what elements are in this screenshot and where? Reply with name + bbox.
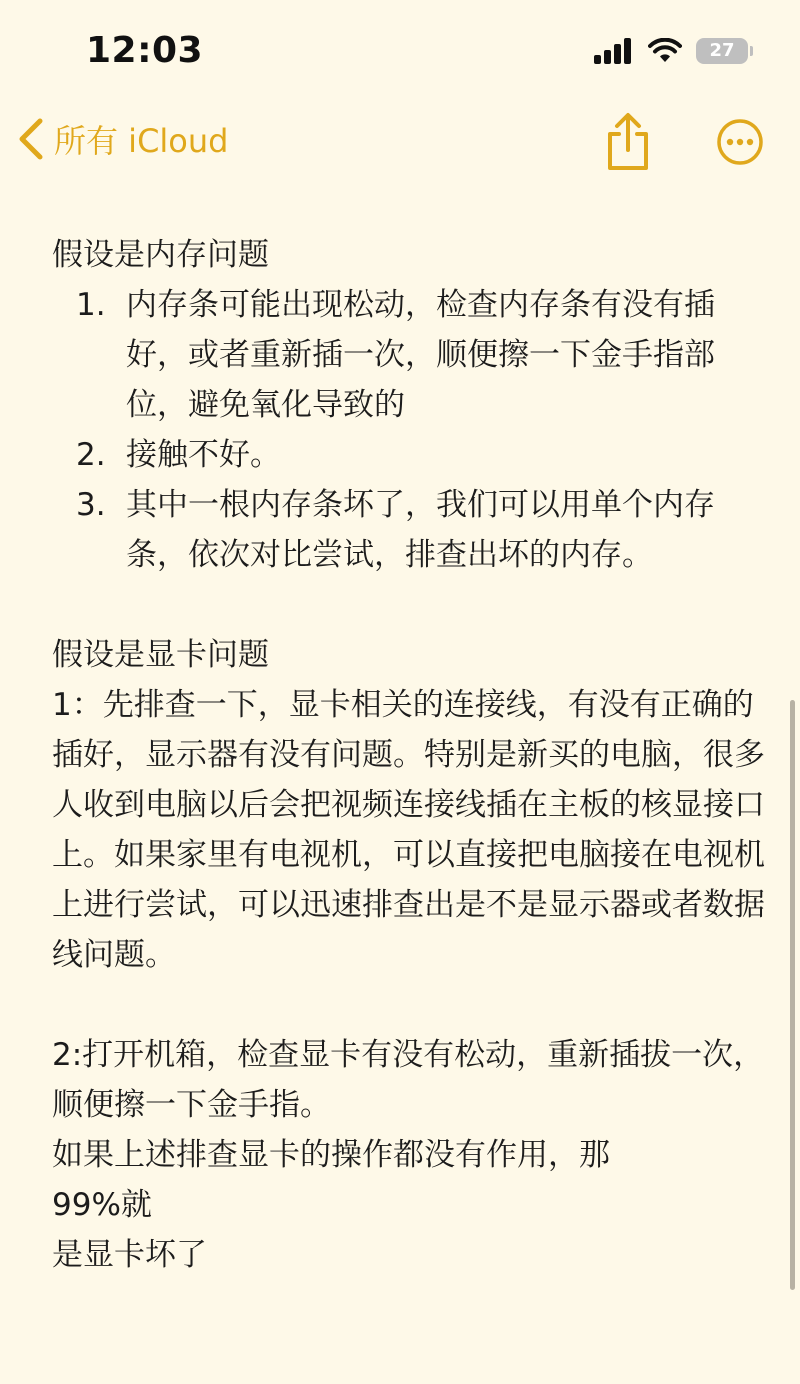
chevron-left-icon bbox=[16, 117, 46, 161]
gpu-heading: 假设是显卡问题 bbox=[52, 637, 269, 673]
gpu-paragraph-1: 1：先排查一下，显卡相关的连接线，有没有正确的插好，显示器有没有问题。特别是新买的电脑，很多人收到电脑以后会把视频连接线插在主板的核显接口上。如果家里有电视机，可以直接把电脑接在电视机上进行尝试，可以迅速排查出是不是显示器或者数据线问题。 bbox=[52, 687, 765, 973]
list-item-text: 其中一根内存条坏了，我们可以用单个内存条，依次对比尝试，排查出坏的内存。 bbox=[126, 487, 715, 573]
status-icons bbox=[594, 38, 748, 64]
list-item-text: 内存条可能出现松动，检查内存条有没有插好，或者重新插一次，顺便擦一下金手指部位，避免氧化导致的 bbox=[126, 287, 715, 423]
memory-heading: 假设是内存问题 bbox=[52, 237, 269, 273]
back-button[interactable] bbox=[16, 116, 228, 162]
status-bar bbox=[0, 0, 800, 100]
gpu-paragraph-3: 如果上述排查显卡的操作都没有作用，那 bbox=[52, 1137, 610, 1173]
gpu-paragraph-2: 2:打开机箱，检查显卡有没有松动，重新插拔一次，顺便擦一下金手指。 bbox=[52, 1037, 765, 1123]
back-label: 所有 iCloud bbox=[54, 122, 229, 160]
blank-line bbox=[52, 580, 772, 630]
memory-list bbox=[52, 280, 772, 580]
list-item-number: 1. bbox=[76, 287, 106, 323]
signal-icon bbox=[594, 38, 634, 64]
list-item-text: 接触不好。 bbox=[126, 437, 281, 473]
gpu-paragraph-4: 99%就 bbox=[52, 1187, 152, 1223]
battery-icon bbox=[696, 38, 748, 64]
status-time: 12:03 bbox=[86, 30, 204, 71]
more-icon[interactable] bbox=[716, 118, 764, 166]
wifi-icon bbox=[648, 38, 682, 64]
blank-line bbox=[52, 980, 772, 1030]
list-item-number: 2. bbox=[76, 437, 106, 473]
list-item-number: 3. bbox=[76, 487, 106, 523]
nav-bar bbox=[0, 108, 800, 178]
battery-level: 27 bbox=[709, 40, 735, 61]
list-item bbox=[52, 480, 772, 580]
gpu-paragraph-5: 是显卡坏了 bbox=[52, 1237, 207, 1273]
list-item bbox=[52, 280, 772, 430]
scrollbar[interactable] bbox=[790, 700, 795, 1290]
share-icon[interactable] bbox=[604, 112, 652, 172]
note-body[interactable] bbox=[52, 230, 772, 1280]
list-item bbox=[52, 430, 772, 480]
